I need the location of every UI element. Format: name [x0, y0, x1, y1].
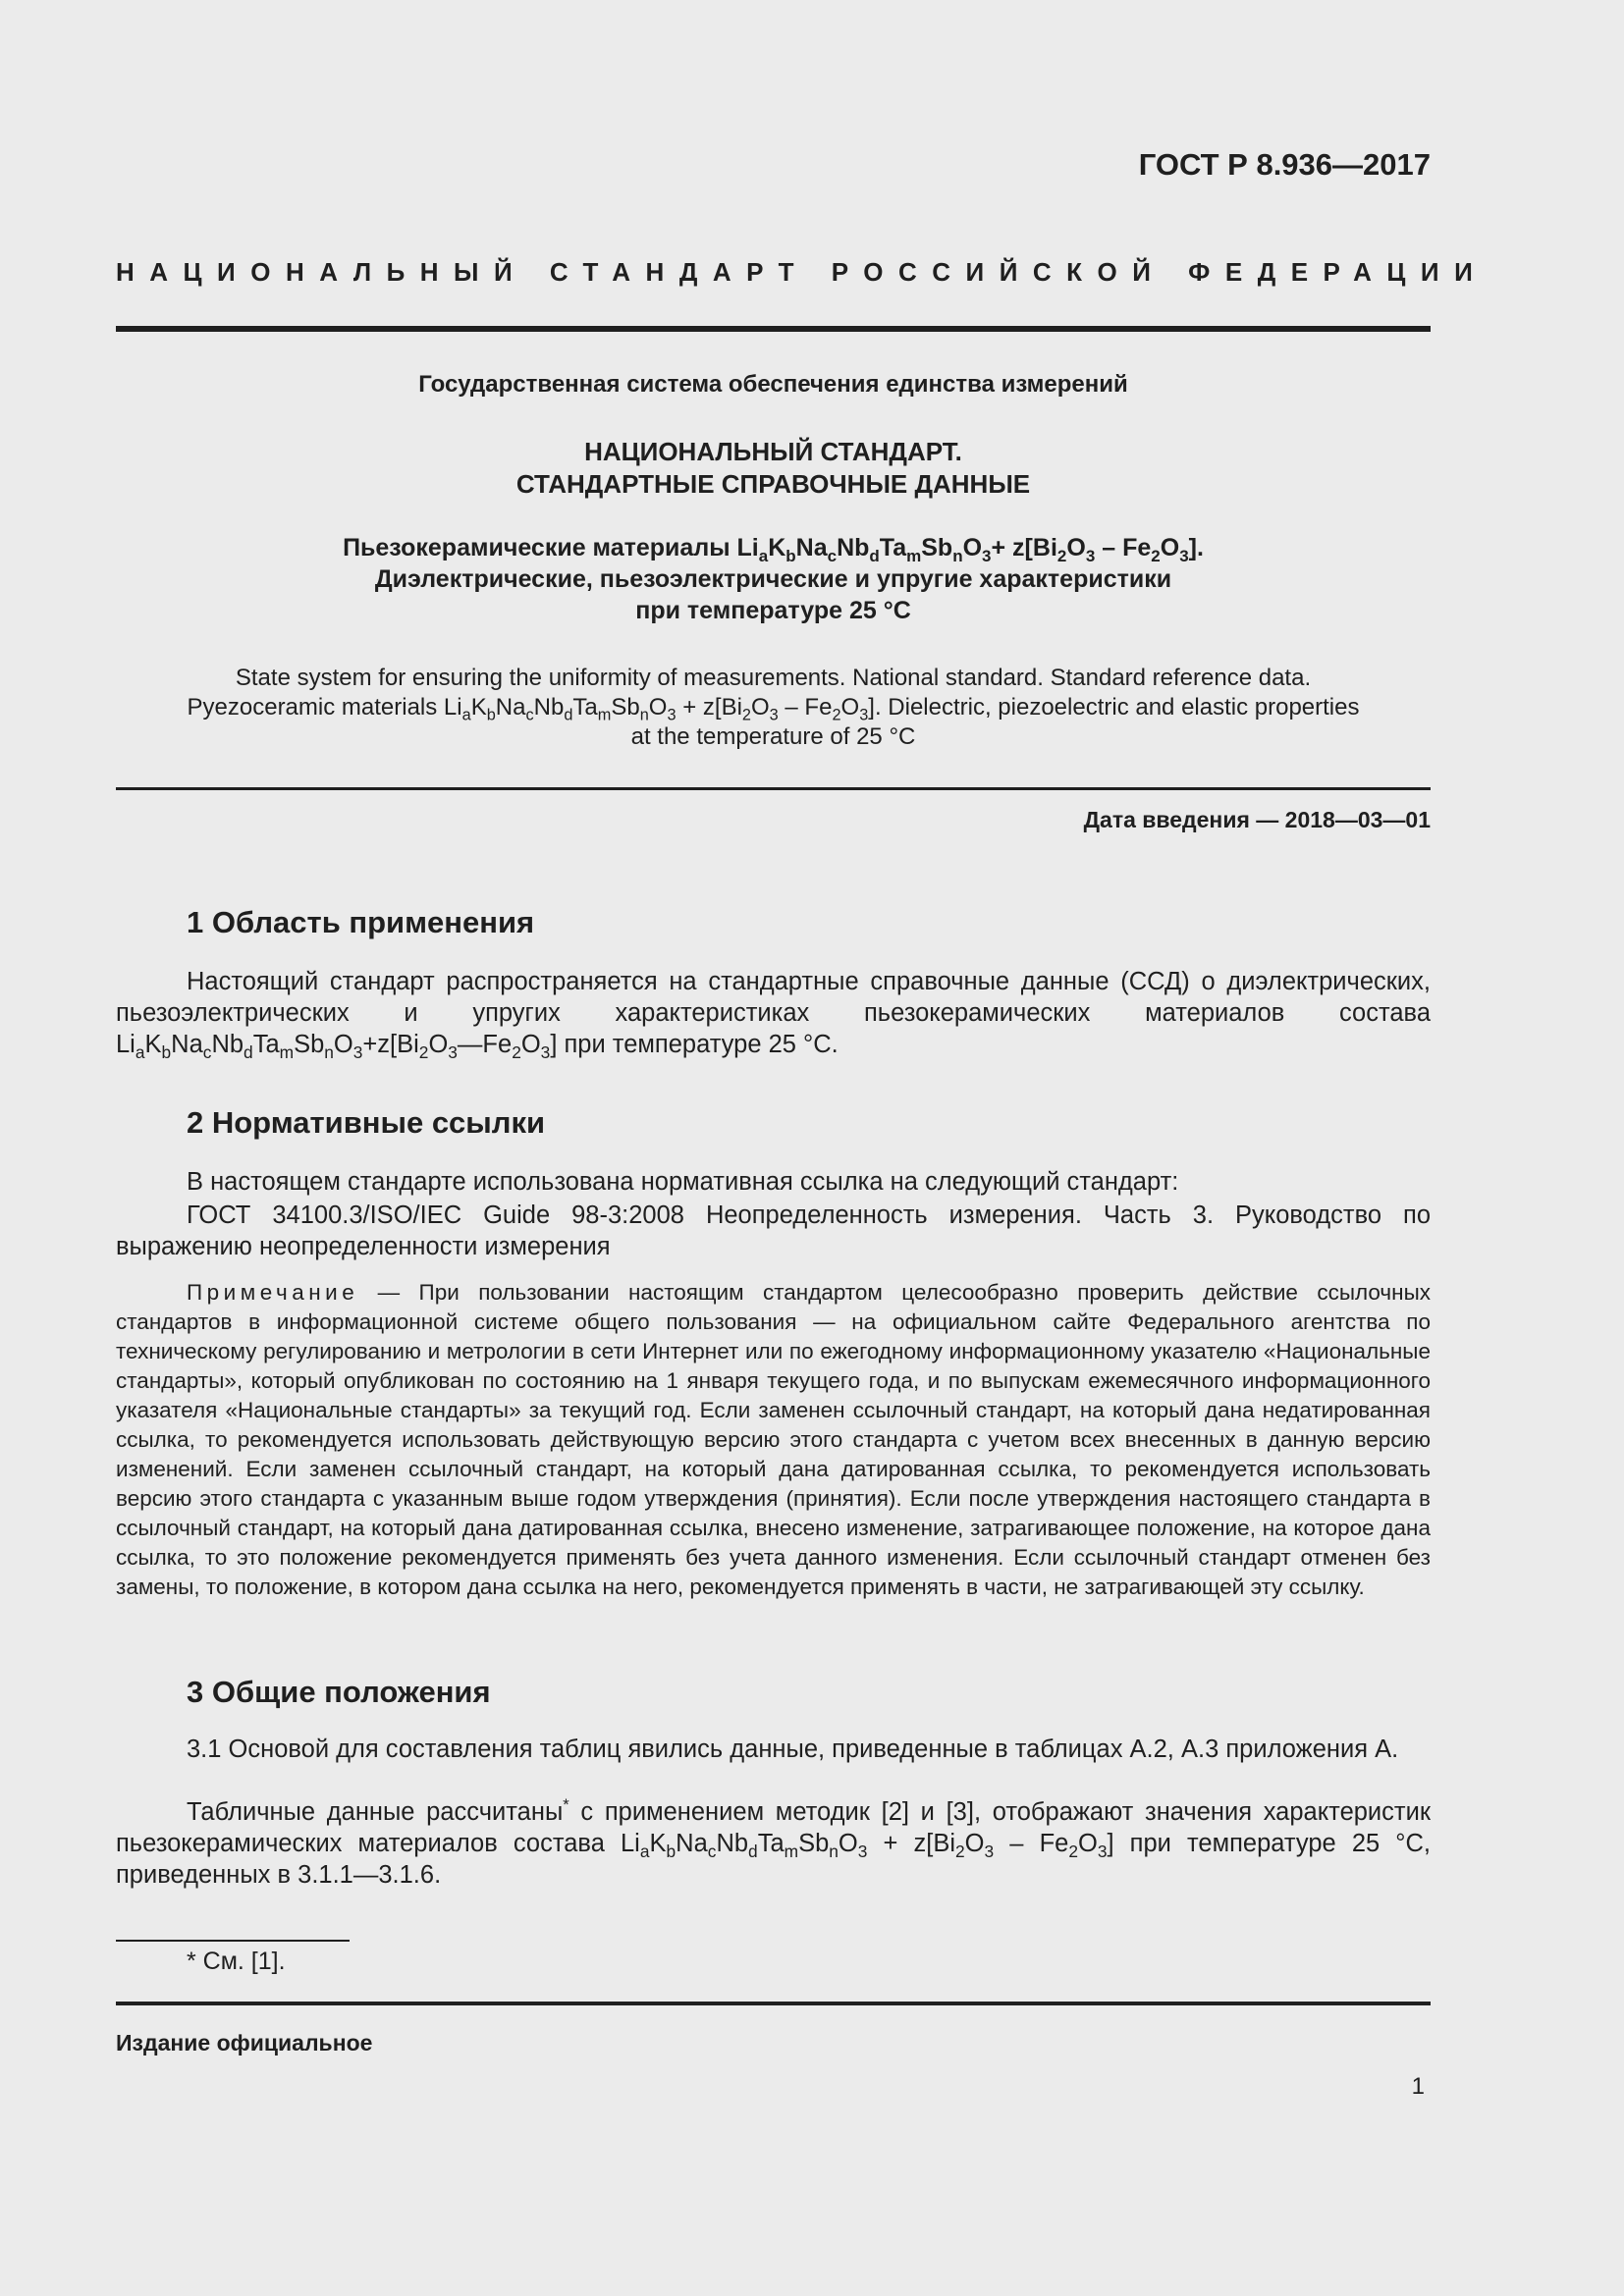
material-title	[116, 532, 1431, 626]
section-3-para-2-start: Табличные данные рассчитаны	[187, 1798, 564, 1826]
section-3-title: 3 Общие положения	[187, 1675, 491, 1709]
section-3-para-2: Табличные данные рассчитаны* с применением методик [2] и [3], отображают значения характеристик пьезокерамических материалов состава $Li_aK_bNa_cNb_dTa_mSb_nO_3 + z[Bi_2O_3 - Fe_2O_3]$ при температуре 25 °C, приведенных в 3.1.1—3.1.6.	[116, 1795, 1432, 1889]
section-2-title: 2 Нормативные ссылки	[187, 1105, 546, 1140]
english-title-line-1: State system for ensuring the uniformity of measurements. National standard. Standard reference data.	[235, 665, 1312, 691]
english-title	[116, 664, 1431, 752]
english-title-line-2: Pyezoceramic materials $Li_aK_bNa_cNb_dTa_mSb_nO_3 + z[Bi_2O_3 - Fe_2O_3]$. Dielectric, piezoelectric and elastic properties	[187, 694, 1360, 724]
section-2-note	[116, 1278, 1431, 1602]
section-3-para-1: 3.1 Основой для составления таблиц явились данные, приведенные в таблицах А.2, А.3 приложения А.	[187, 1735, 1399, 1763]
english-title-prefix: Pyezoceramic materials	[187, 694, 438, 721]
header-rule	[116, 326, 1431, 332]
gost-code: ГОСТ Р 8.936—2017	[1138, 147, 1431, 182]
national-standard-title	[116, 436, 1431, 501]
page-number: 1	[1411, 2073, 1425, 2100]
english-title-line-3: at the temperature of 25 °C	[630, 723, 916, 750]
title-rule	[116, 787, 1431, 790]
english-title-suffix: . Dielectric, piezoelectric and elastic properties	[874, 694, 1360, 721]
section-1-body: Настоящий стандарт распространяется на стандартные справочные данные (ССД) о диэлектрических, пьезоэлектрических и упругих характеристиках пьезокерамических материалов состава	[116, 968, 1431, 1027]
national-title-line-2: СТАНДАРТНЫЕ СПРАВОЧНЫЕ ДАННЫЕ	[515, 469, 1031, 499]
note-text: — При пользовании настоящим стандартом целесообразно проверить действие ссылочных стандартов в информационной системе общего пользования — на официальном сайте Федерального агентства по техническому регулированию и метрологии в сети Интернет или по ежегодному информационному указателю «Национальные стандарты», который опубликован по состоянию на 1 января текущего года, и по выпускам ежемесячного информационного указателя «Национальные стандарты» за текущий год. Если заменен ссылочный стандарт, на который дана недатированная ссылка, то рекомендуется использовать действующую версию этого стандарта с учетом всех внесенных в данную версию изменений. Если заменен ссылочный стандарт, на который дана датированная ссылка, то рекомендуется использовать версию этого стандарта с указанным выше годом утверждения (принятия). Если после утверждения настоящего стандарта в ссылочный стандарт, на который дана датированная ссылка, внесено изменение, затрагивающее положение, на которое дана ссылка, то это положение рекомендуется применять без учета данного изменения. Если ссылочный стандарт отменен без замены, то положение, в котором дана ссылка на него, рекомендуется применять в части, не затрагивающей эту ссылку.	[116, 1280, 1431, 1599]
section-3-para-2-end: при температуре 25 °C, приведенных в 3.1.1—3.1.6.	[116, 1830, 1431, 1889]
material-title-line-2: Диэлектрические, пьезоэлектрические и упругие характеристики	[374, 565, 1172, 593]
section-1-body-end: при температуре 25 °C.	[557, 1031, 839, 1058]
section-1-text: Настоящий стандарт распространяется на стандартные справочные данные (ССД) о диэлектрических, пьезоэлектрических и упругих характеристиках пьезокерамических материалов состава $Li_aK_bNa_cNb_dTa_mSb_nO_3+z[Bi_2O_3—Fe_2O_3]$ при температуре 25 °C.	[116, 968, 1431, 1063]
national-title-line-1: НАЦИОНАЛЬНЫЙ СТАНДАРТ.	[584, 437, 962, 466]
note-label: Примечание	[187, 1280, 359, 1305]
material-title-prefix: Пьезокерамические материалы	[343, 534, 731, 561]
section-2-para-1: В настоящем стандарте использована нормативная ссылка на следующий стандарт:	[187, 1168, 1179, 1196]
footnote-rule	[116, 1940, 350, 1942]
footer-rule	[116, 2002, 1431, 2005]
section-1-title: 1 Область применения	[187, 905, 535, 939]
section-2-para-2: ГОСТ 34100.3/ISO/IEC Guide 98-3:2008 Неопределенность измерения. Часть 3. Руководство по выражению неопределенности измерения	[116, 1201, 1431, 1260]
section-3-para-2-body: с применением методик [2] и [3], отображают значения характеристик пьезокерамических материалов состава	[116, 1798, 1432, 1857]
system-title: Государственная система обеспечения единства измерений	[418, 371, 1128, 398]
introduction-date: Дата введения — 2018—03—01	[1083, 807, 1431, 832]
national-standard-banner: НАЦИОНАЛЬНЫЙ СТАНДАРТ РОССИЙСКОЙ ФЕДЕРАЦИИ	[116, 257, 1489, 287]
material-title-line-1: Пьезокерамические материалы $Li_aK_bNa_cNb_dTa_mSb_nO_3+ z[Bi_2O_3 - Fe_2O_3]$.	[343, 534, 1204, 565]
material-title-line-3: при температуре 25 °C	[635, 597, 911, 624]
footnote: * См. [1].	[187, 1948, 286, 1975]
official-edition-label: Издание официальное	[116, 2030, 373, 2056]
footnote-marker: *	[563, 1795, 569, 1815]
